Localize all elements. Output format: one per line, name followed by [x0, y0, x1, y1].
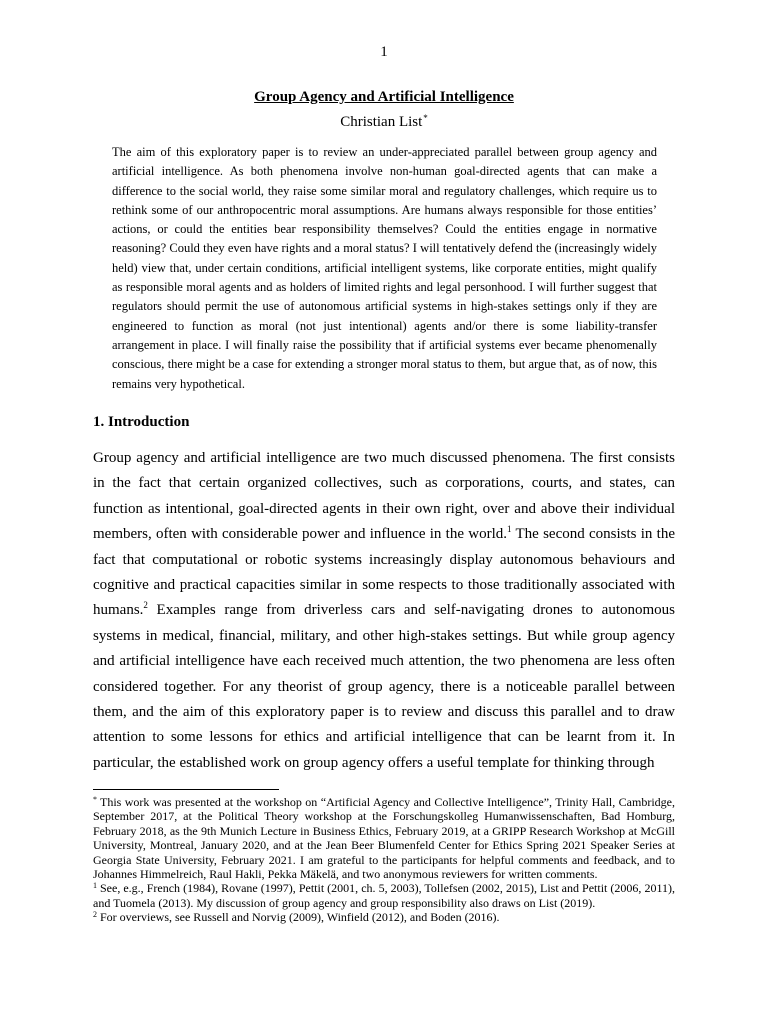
intro-text-part1: Group agency and artificial intelligence are two much discussed phenomena. The first consists in the fact that certain organized collectives, such as corporations, courts, and states, can function as intentional, goal-directed agents in their own right, over and above their individual members, often with considerable power and influence in the world.: [93, 450, 675, 543]
section-heading: 1. Introduction: [93, 414, 190, 430]
intro-text-part3: Examples range from driverless cars and self-navigating drones to autonomous systems in medical, financial, military, and other high-stakes settings. But while group agency and artificial intelligence have each received much attention, the two phenomena are less often considered together. For any theorist of group agency, there is a noticeable parallel between them, and the aim of this exploratory paper is to review and discuss this parallel and to draw attention to some lessons for ethics and artificial intelligence that can be learnt from it. In particular, the established work on group agency offers a useful template for thinking through: [93, 602, 675, 771]
footnote-text: This work was presented at the workshop on “Artificial Agency and Collective Intelligence”, Trinity Hall, Cambridge, September 2017, at the Political Theory workshop at the Forschungskolleg Humanwissenschaften, Bad Homburg, February 2018, as the 9th Munich Lecture in Business Ethics, February 2019, at a GRIPP Research Workshop at McGill University, Montreal, January 2020, and at the Jean Beer Blumenfeld Center for Ethics Spring 2021 Speaker Series at Georgia State University, February 2021. I am grateful to the participants for helpful comments and feedback, and to Johannes Himmelreich, Raul Hakli, Pekka Mäkelä, and two anonymous reviewers for written comments.: [93, 795, 675, 882]
footnote: [93, 910, 675, 924]
footnote: [93, 795, 675, 881]
footnote-marker: *: [93, 795, 97, 804]
footnote-marker: 1: [93, 881, 97, 891]
footnote-separator: [93, 789, 279, 790]
footnote-ref-1: 1: [507, 524, 512, 535]
footnote: [93, 881, 675, 910]
author-line: [0, 113, 768, 131]
intro-paragraph: [93, 446, 675, 776]
footnote-marker: 2: [93, 910, 97, 920]
author-name: Christian List: [340, 114, 423, 130]
footnote-text: For overviews, see Russell and Norvig (2009), Winfield (2012), and Boden (2016).: [100, 910, 500, 925]
footnotes: [93, 795, 675, 925]
page-number: 1: [380, 44, 388, 60]
footnote-ref-2: 2: [143, 600, 148, 611]
intro-text-part2: The second consists in the fact that computational or robotic systems increasingly display autonomous behaviours and cognitive and practical capacities similar in some respects to those traditionally associated with humans.: [93, 526, 675, 619]
paper-title: Group Agency and Artificial Intelligence: [254, 89, 514, 105]
abstract: The aim of this exploratory paper is to review an under-appreciated parallel between group agency and artificial intelligence. As both phenomena involve non-human goal-directed agents that can make a difference to the social world, they raise some similar moral and regulatory challenges, which require us to rethink some of our anthropocentric moral assumptions. Are humans always responsible for those entities’ actions, or could the entities bear responsibility themselves? Could the entities engage in normative reasoning? Could they even have rights and a moral status? I will tentatively defend the (increasingly widely held) view that, under certain conditions, artificial intelligent systems, like corporate entities, might qualify as responsible moral agents and as holders of limited rights and legal personhood. I will further suggest that regulators should permit the use of autonomous artificial systems in high-stakes settings only if they are engineered to function as moral (not just intentional) agents and/or there is some liability-transfer arrangement in place. I will finally raise the possibility that if artificial systems ever became phenomenally conscious, there might be a case for extending a stronger moral status to them, but argue that, as of now, this remains very hypothetical.: [112, 145, 657, 391]
footnote-text: See, e.g., French (1984), Rovane (1997), Pettit (2001, ch. 5, 2003), Tollefsen (2002, 2015), List and Pettit (2006, 2011), and Tuomela (2013). My discussion of group agency and group responsibility also draws on List (2019).: [93, 881, 675, 910]
author-footnote-marker: *: [423, 113, 428, 123]
